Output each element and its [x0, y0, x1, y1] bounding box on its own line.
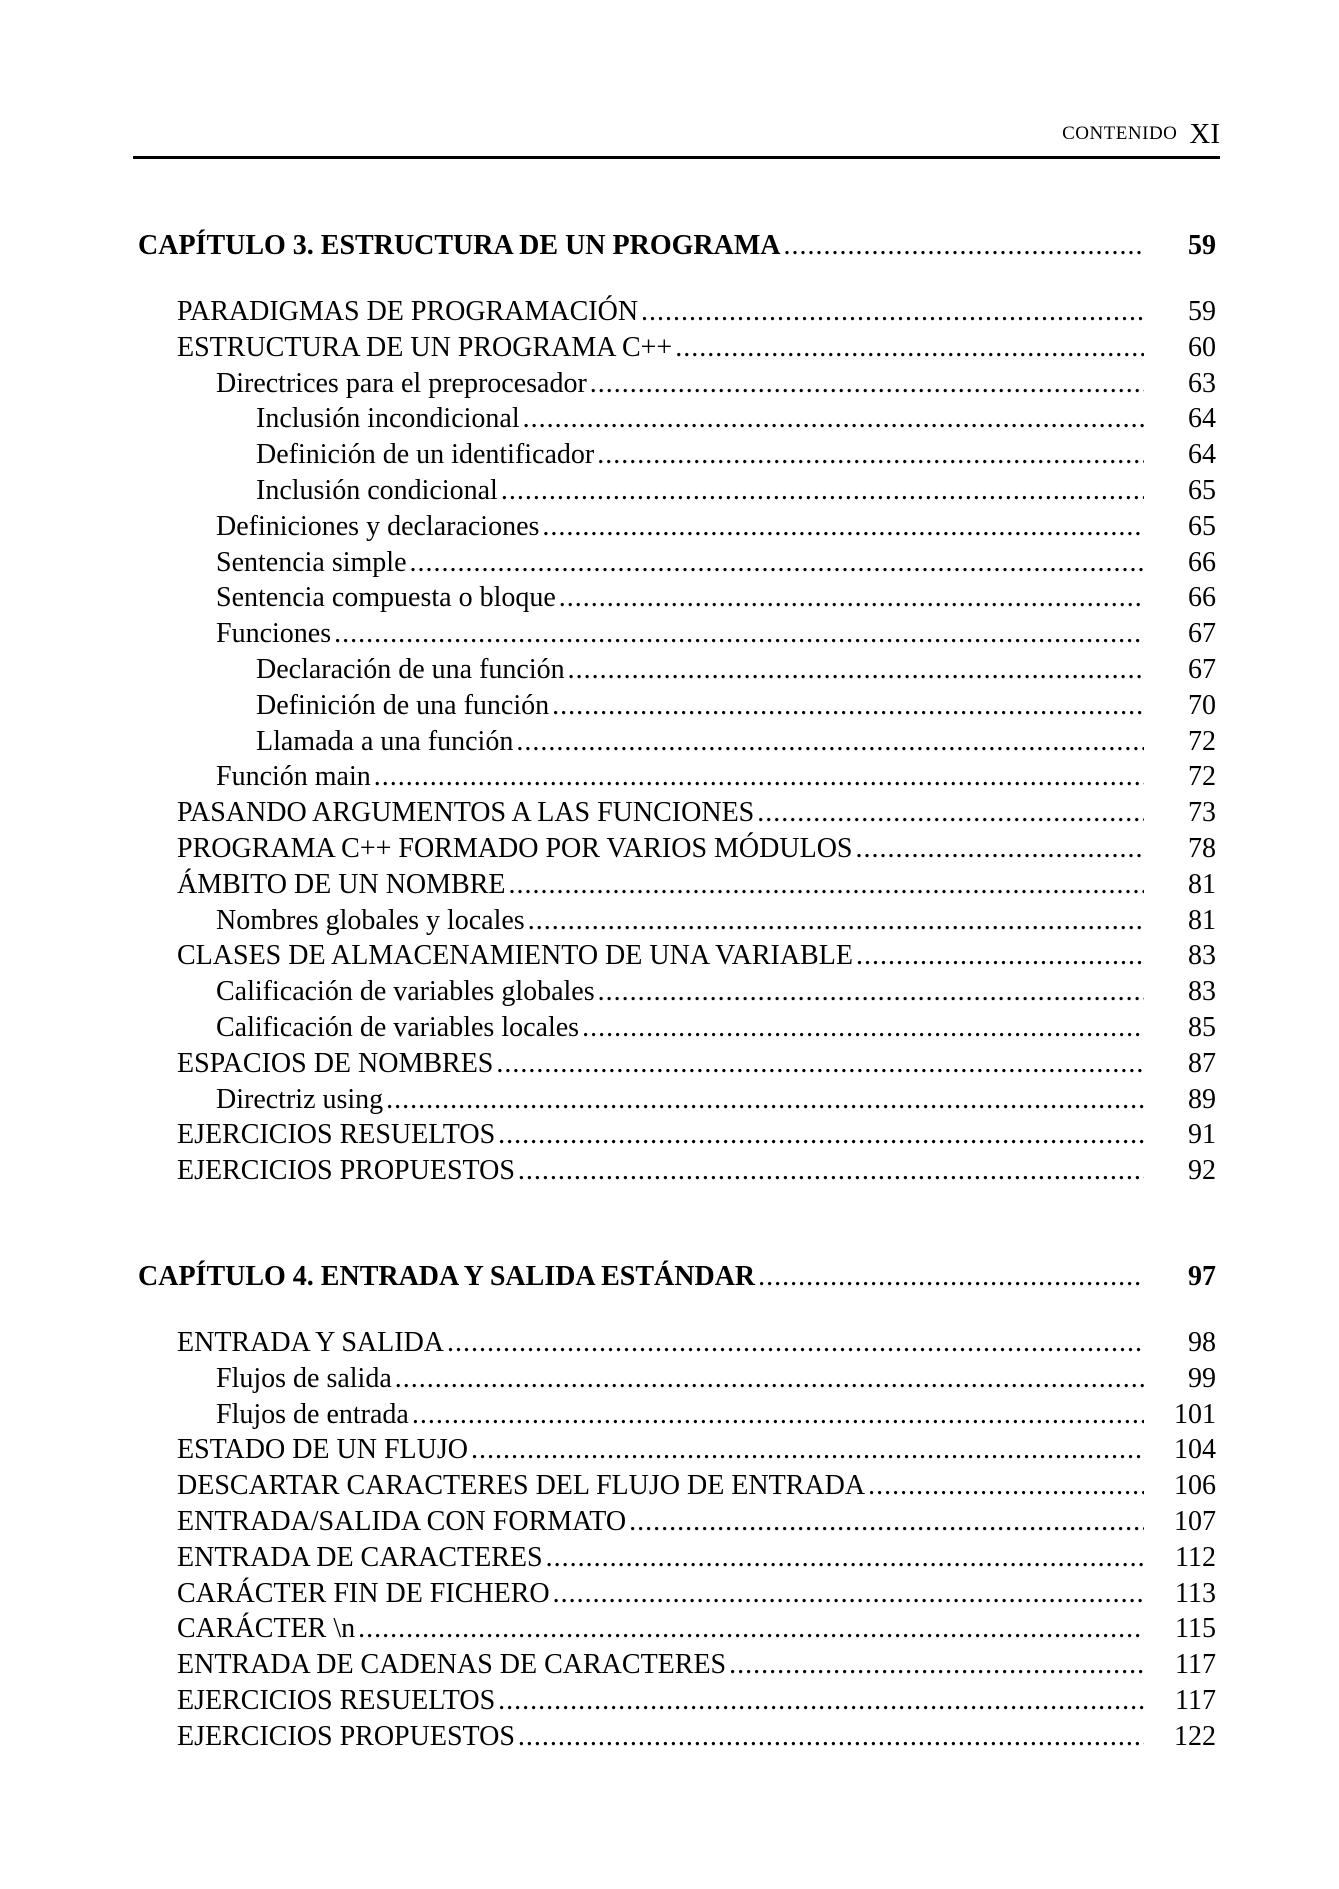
toc-entry-page-number: 106 [1174, 1470, 1216, 1502]
header-text [1062, 118, 1220, 151]
toc-entry-title-line [177, 1504, 1144, 1540]
running-header [133, 118, 1220, 158]
toc-entry [0, 795, 1339, 831]
toc-entry-title: CARÁCTER \n [177, 1613, 356, 1645]
toc-entry [0, 509, 1339, 545]
toc-entry [0, 294, 1339, 330]
toc-entry-title: Llamada a una función [256, 725, 514, 757]
dot-leader [518, 1719, 1144, 1755]
toc-entry-title: Funciones [216, 618, 332, 650]
toc-entry-title-line [177, 1611, 1144, 1647]
chapter-section [0, 1257, 1339, 1755]
toc-entry-title: Directriz using [216, 1083, 384, 1115]
toc-entry-title: Inclusión condicional [256, 474, 498, 506]
toc-entry-title: CARÁCTER FIN DE FICHERO [177, 1577, 550, 1609]
toc-entry [0, 1647, 1339, 1683]
toc-entry-page-number: 101 [1174, 1398, 1216, 1430]
toc-entry-title: ESTADO DE UN FLUJO [177, 1434, 468, 1466]
toc-entry-title-line [177, 938, 1144, 974]
dot-leader [412, 1397, 1144, 1433]
toc-entry-title-line [216, 1397, 1144, 1433]
toc-entry [0, 1576, 1339, 1612]
toc-entry [0, 1719, 1339, 1755]
toc-entry-page-number: 67 [1188, 653, 1216, 685]
dot-leader [856, 831, 1145, 867]
toc-entry-title-line [216, 545, 1144, 581]
toc-entry-title-line [216, 1082, 1144, 1118]
toc-entry-title-line [216, 366, 1144, 402]
dot-leader [374, 759, 1144, 795]
toc-entry-page-number: 64 [1188, 403, 1216, 435]
toc-entry [0, 1046, 1339, 1082]
dot-leader [447, 1325, 1144, 1361]
toc-entry-title: ENTRADA DE CARACTERES [177, 1541, 543, 1573]
toc-entry-title: EJERCICIOS RESUELTOS [177, 1119, 496, 1151]
toc-entry-page-number: 81 [1188, 904, 1216, 936]
toc-entry-page-number: 72 [1188, 725, 1216, 757]
toc-entry-title-line [177, 867, 1144, 903]
toc-entry-title: Nombres globales y locales [216, 904, 525, 936]
toc-entry [0, 1325, 1339, 1361]
toc-entry-title-line [177, 1540, 1144, 1576]
dot-leader [410, 545, 1144, 581]
toc-entry [0, 1361, 1339, 1397]
toc-entry-title-line [216, 759, 1144, 795]
dot-leader [729, 1647, 1144, 1683]
toc-entry [0, 724, 1339, 760]
toc-entry [0, 938, 1339, 974]
dot-leader [471, 1432, 1144, 1468]
toc-entry [0, 831, 1339, 867]
toc-entry-page-number: 107 [1174, 1505, 1216, 1537]
toc-entry-page-number: 85 [1188, 1011, 1216, 1043]
toc-entry [0, 1540, 1339, 1576]
toc-entry-title-line [177, 1647, 1144, 1683]
toc-entry-title-line [177, 1468, 1144, 1504]
dot-leader [498, 1117, 1144, 1153]
toc-entry-title-line [177, 1719, 1144, 1755]
toc-entry-page-number: 70 [1188, 689, 1216, 721]
toc-entry-page-number: 72 [1188, 761, 1216, 793]
dot-leader [334, 616, 1144, 652]
dot-leader [553, 1576, 1144, 1612]
toc-entry [0, 545, 1339, 581]
toc-entry-page-number: 81 [1188, 868, 1216, 900]
toc-entry-page-number: 122 [1174, 1720, 1216, 1752]
toc-entry [0, 616, 1339, 652]
toc-entry-title-line [177, 330, 1144, 366]
dot-leader [501, 473, 1144, 509]
toc-entry-title-line [216, 1361, 1144, 1397]
dot-leader [546, 1540, 1144, 1576]
toc-entry-title-line [177, 1117, 1144, 1153]
toc-entry-title-line [177, 1576, 1144, 1612]
dot-leader [518, 1153, 1144, 1189]
toc-entry-page-number: 83 [1188, 940, 1216, 972]
chapter-page-number: 97 [1188, 1261, 1216, 1292]
toc-entry [0, 688, 1339, 724]
toc-entry-page-number: 98 [1188, 1327, 1216, 1358]
toc-entry-page-number: 83 [1188, 976, 1216, 1008]
toc-entry-title: PASANDO ARGUMENTOS A LAS FUNCIONES [177, 797, 755, 829]
toc-entry-title-line [256, 401, 1144, 437]
dot-leader [590, 366, 1144, 402]
toc-entry [0, 652, 1339, 688]
toc-entry-title-line [256, 652, 1144, 688]
dot-leader [496, 1046, 1144, 1082]
dot-leader [509, 867, 1145, 903]
dot-leader [597, 437, 1144, 473]
dot-leader [598, 974, 1144, 1010]
toc-entry-title: DESCARTAR CARACTERES DEL FLUJO DE ENTRADA [177, 1470, 866, 1502]
toc-entry [0, 366, 1339, 402]
toc-entry-title: Sentencia compuesta o bloque [216, 582, 556, 614]
toc-entry-title: Flujos de entrada [216, 1398, 409, 1430]
header-label: CONTENIDO [1062, 123, 1178, 144]
toc-entry-title-line [256, 688, 1144, 724]
toc-entry-title-line [256, 473, 1144, 509]
toc-entry-title-line [177, 1432, 1144, 1468]
toc-entry-page-number: 64 [1188, 439, 1216, 471]
toc-entry-page-number: 73 [1188, 797, 1216, 829]
toc-entry-title: Sentencia simple [216, 546, 407, 578]
toc-entry [0, 1117, 1339, 1153]
toc-entry-title: CLASES DE ALMACENAMIENTO DE UNA VARIABLE [177, 940, 853, 972]
chapter-heading [0, 226, 1339, 266]
header-rule [133, 156, 1220, 159]
dot-leader [629, 1504, 1144, 1540]
toc-entry-title-line [256, 437, 1144, 473]
dot-leader [783, 226, 1144, 266]
toc-entry-title: EJERCICIOS PROPUESTOS [177, 1720, 515, 1752]
toc-entry-page-number: 91 [1188, 1119, 1216, 1151]
toc-entry [0, 401, 1339, 437]
toc-entry-title: Definición de un identificador [256, 439, 595, 471]
toc-entry-title: EJERCICIOS RESUELTOS [177, 1684, 496, 1716]
toc-entry-title: Declaración de una función [256, 653, 565, 685]
toc-entry [0, 437, 1339, 473]
toc-entry [0, 1504, 1339, 1540]
dot-leader [568, 652, 1144, 688]
toc-entry [0, 759, 1339, 795]
toc-entry-title-line [177, 1683, 1144, 1719]
toc-entry [0, 903, 1339, 939]
dot-leader [528, 903, 1144, 939]
toc-entry-page-number: 66 [1188, 582, 1216, 614]
toc-entry-page-number: 65 [1188, 474, 1216, 506]
toc-entry [0, 1010, 1339, 1046]
toc-entry [0, 580, 1339, 616]
toc-entry [0, 1468, 1339, 1504]
toc-entry-title-line [216, 616, 1144, 652]
toc-entry-title-line [216, 580, 1144, 616]
dot-leader [675, 330, 1144, 366]
toc-entry [0, 974, 1339, 1010]
toc-entry-page-number: 60 [1188, 331, 1216, 363]
toc-entry-page-number: 117 [1175, 1649, 1216, 1681]
toc-entry [0, 1082, 1339, 1118]
toc-entry-title: ENTRADA/SALIDA CON FORMATO [177, 1505, 627, 1537]
toc-entry [0, 473, 1339, 509]
toc-entry [0, 1153, 1339, 1189]
dot-leader [582, 1010, 1144, 1046]
toc-entry-page-number: 104 [1174, 1434, 1216, 1466]
toc-entry-title: Directrices para el preprocesador [216, 367, 587, 399]
toc-entry-page-number: 87 [1188, 1047, 1216, 1079]
toc-entry-page-number: 92 [1188, 1155, 1216, 1187]
toc-entry-title-line [216, 1010, 1144, 1046]
toc-entry-page-number: 78 [1188, 832, 1216, 864]
dot-leader [498, 1683, 1144, 1719]
dot-leader [758, 1257, 1144, 1297]
chapter-title-line [138, 1257, 1144, 1297]
toc-entry-page-number: 115 [1175, 1613, 1216, 1645]
chapter-title: CAPÍTULO 4. ENTRADA Y SALIDA ESTÁNDAR [138, 1261, 756, 1292]
toc-entry-title-line [256, 724, 1144, 760]
dot-leader [641, 294, 1144, 330]
chapter-title-line [138, 226, 1144, 266]
toc-entry-title-line [177, 294, 1144, 330]
toc-entry-title: ESTRUCTURA DE UN PROGRAMA C++ [177, 331, 673, 363]
toc-entry [0, 1432, 1339, 1468]
toc-entry-page-number: 112 [1175, 1541, 1216, 1573]
toc-entry-title: PARADIGMAS DE PROGRAMACIÓN [177, 296, 639, 327]
toc-entry-title-line [177, 1046, 1144, 1082]
toc-entry-title: Flujos de salida [216, 1362, 392, 1394]
dot-leader [856, 938, 1144, 974]
toc-entry [0, 1397, 1339, 1433]
toc-entry-page-number: 117 [1175, 1684, 1216, 1716]
toc-entry-title: Definiciones y declaraciones [216, 510, 540, 542]
toc-entry-title: ENTRADA DE CADENAS DE CARACTERES [177, 1649, 727, 1681]
toc-entry-title: ENTRADA Y SALIDA [177, 1327, 445, 1358]
chapter-spacer [0, 266, 1339, 294]
toc-entry-page-number: 59 [1188, 296, 1216, 327]
header-page-number: XI [1189, 118, 1220, 150]
toc-entry-title-line [216, 974, 1144, 1010]
toc-entry-title-line [177, 831, 1144, 867]
toc-entry-title-line [177, 1153, 1144, 1189]
dot-leader [868, 1468, 1144, 1504]
chapter-page-number: 59 [1188, 230, 1216, 261]
toc-entry-title: ÁMBITO DE UN NOMBRE [177, 868, 506, 900]
toc-entry-title: PROGRAMA C++ FORMADO POR VARIOS MÓDULOS [177, 832, 853, 864]
toc-entry [0, 1683, 1339, 1719]
toc-entry-title: Definición de una función [256, 689, 550, 721]
chapter-section [0, 226, 1339, 1189]
dot-leader [516, 724, 1144, 760]
toc-entry [0, 330, 1339, 366]
toc-entry-title: Función main [216, 761, 371, 793]
toc-entry-page-number: 63 [1188, 367, 1216, 399]
dot-leader [552, 688, 1144, 724]
toc-entry-title: Calificación de variables locales [216, 1011, 580, 1043]
dot-leader [395, 1361, 1144, 1397]
toc-entry-title: EJERCICIOS PROPUESTOS [177, 1155, 515, 1187]
toc-entry-page-number: 113 [1175, 1577, 1216, 1609]
dot-leader [386, 1082, 1144, 1118]
chapter-spacer [0, 1297, 1339, 1325]
toc-entry-title-line [177, 795, 1144, 831]
toc-entry-page-number: 89 [1188, 1083, 1216, 1115]
toc-entry-page-number: 65 [1188, 510, 1216, 542]
dot-leader [757, 795, 1144, 831]
dot-leader [523, 401, 1144, 437]
toc-entry-title-line [177, 1325, 1144, 1361]
toc-entry-title: ESPACIOS DE NOMBRES [177, 1047, 494, 1079]
toc-entry-page-number: 99 [1188, 1362, 1216, 1394]
toc-entry [0, 867, 1339, 903]
toc-entry [0, 1611, 1339, 1647]
toc-entry-page-number: 67 [1188, 618, 1216, 650]
chapter-title: CAPÍTULO 3. ESTRUCTURA DE UN PROGRAMA [138, 230, 781, 261]
toc-entry-title: Calificación de variables globales [216, 976, 595, 1008]
dot-leader [358, 1611, 1144, 1647]
toc-entry-title: Inclusión incondicional [256, 403, 520, 435]
toc-entry-title-line [216, 509, 1144, 545]
toc-entry-page-number: 66 [1188, 546, 1216, 578]
dot-leader [559, 580, 1144, 616]
toc-entry-title-line [216, 903, 1144, 939]
chapter-heading [0, 1257, 1339, 1297]
dot-leader [542, 509, 1144, 545]
